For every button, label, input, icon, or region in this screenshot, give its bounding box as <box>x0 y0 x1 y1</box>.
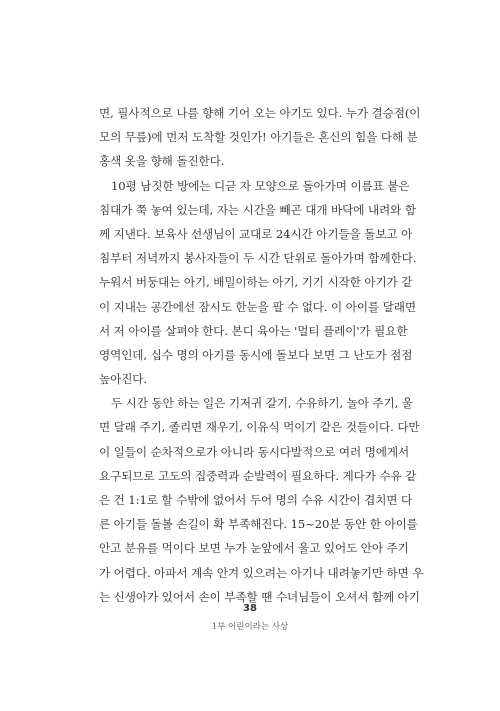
text-line: 서 저 아이를 살펴야 한다. 본디 육아는 '멀티 플레이'가 필요한 <box>99 323 408 338</box>
text-line: 홍색 옷을 향해 돌진한다. <box>99 154 225 169</box>
text-line: 모의 무릎)에 먼저 도착할 것인가! 아기들은 혼신의 힘을 다해 분 <box>99 130 418 145</box>
text-line: 은 건 1:1로 할 수밖에 없어서 두어 명의 수유 시간이 겹치면 다 <box>99 493 413 507</box>
text-line: 누워서 버둥대는 아기, 배밀이하는 아기, 기기 시작한 아기가 같 <box>99 275 413 290</box>
body-text <box>99 101 424 609</box>
text-line: 이 지내는 공간에선 잠시도 한눈을 팔 수 없다. 이 아이를 달래면 <box>99 299 416 314</box>
text-line: 요구되므로 고도의 집중력과 순발력이 필요하다. 게다가 수유 같 <box>99 468 417 483</box>
text-line: 두 시간 동안 하는 일은 기저귀 갈기, 수유하기, 놀아 주기, 울 <box>111 396 413 411</box>
text-line: 침부터 저녁까지 봉사자들이 두 시간 단위로 돌아가며 함께한다. <box>99 251 417 266</box>
text-line: 른 아기들 돌볼 손길이 확 부족해진다. 15~20분 동안 한 아이를 <box>99 517 418 532</box>
text-line: 안고 분유를 먹이다 보면 누가 눈앞에서 울고 있어도 안아 주기 <box>99 541 409 556</box>
text-line: 면, 필사적으로 나를 향해 기어 오는 아기도 있다. 누가 결승점(이 <box>99 106 421 120</box>
text-line: 10평 남짓한 방에는 디귿 자 모양으로 돌아가며 이름표 붙은 <box>111 178 410 193</box>
text-line: 침대가 쭉 놓여 있는데, 자는 시간을 빼곤 대개 바닥에 내려와 함 <box>99 202 416 217</box>
text-line: 면 달래 주기, 졸리면 재우기, 이유식 먹이기 같은 것들이다. 다만 <box>99 420 420 435</box>
text-line: 는 신생아가 있어서 손이 부족할 땐 수녀님들이 오셔서 함께 아기 <box>99 589 420 604</box>
page-number: 38 <box>243 603 257 614</box>
text-line: 영역인데, 십수 명의 아기를 동시에 돌보다 보면 그 난도가 점점 <box>99 347 413 362</box>
running-footer: 1부 어린이라는 사상 <box>211 622 289 632</box>
text-line: 가 어렵다. 아파서 계속 안겨 있으려는 아기나 내려놓기만 하면 우 <box>99 565 424 580</box>
text-line: 이 일들이 순차적으로가 아니라 동시다발적으로 여러 명에게서 <box>99 444 410 459</box>
text-line: 높아진다. <box>99 372 147 387</box>
text-line: 께 지낸다. 보육사 선생님이 교대로 24시간 아기들을 돌보고 아 <box>99 226 413 241</box>
